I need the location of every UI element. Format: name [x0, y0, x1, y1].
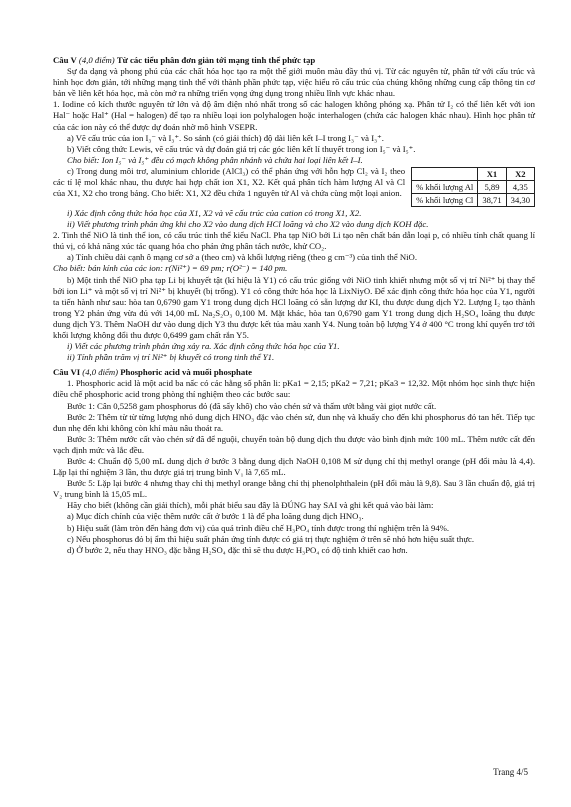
- question-5-part-1: 1. Iodine có kích thước nguyên tử lớn và độ âm điện nhỏ nhất trong số các halogen không phóng xạ. Phân tử I₂ có thể liên kết với ion Hal⁻ hoặc Hal⁺ (Hal = halogen) để tạo ra nhiều loại ion polyhalogen hoặc interhalogen (chứa các halogen khác nhau). Hình học phân tử của các ion này có thể được dự đoán nhờ mô hình VSEPR.: [53, 99, 535, 132]
- table-cell: 5,89: [478, 180, 506, 193]
- question-5-part-2b-i: i) Viết các phương trình phản ứng xảy ra. Xác định công thức hóa học của Y1.: [67, 341, 340, 352]
- table-row: [412, 193, 535, 206]
- question-5-intro: Sự đa dạng và phong phú của các chất hóa học tạo ra một thế giới muôn màu đầy thú vị. Từ các nguyên tử, phân tử với cấu trúc và hình học đơn giản, tới những mạng tinh thể với thành phần phức tạp, việc hiểu rõ cấu trúc của chúng không những cung cấp thông tin cơ bản về liên kết hóa học, mà còn mở ra những triển vọng ứng dụng trong nhiều lĩnh vực khác nhau.: [53, 66, 535, 99]
- step-3: Bước 3: Thêm nước cất vào chén sứ đã để nguội, chuyển toàn bộ dung dịch thu được vào bình định mức 100 mL. Thêm nước cất đến vạch định mức và lắc đều.: [53, 433, 535, 455]
- page-number: Trang 4/5: [493, 767, 528, 777]
- statement-d: d) Ở bước 2, nếu thay HNO₃ đặc bằng H₂SO₄ đặc thì sẽ thu được H₃PO₄ có độ tinh khiết cao hơn.: [67, 544, 408, 555]
- question-5-title: Câu V: [53, 55, 77, 65]
- question-5-part-1b: b) Viết công thức Lewis, vẽ cấu trúc và dự đoán giá trị các góc liên kết lí thuyết trong ion I₅⁻ và I₅⁺.: [67, 143, 416, 154]
- question-5-part-2b: b) Một tinh thể NiO pha tạp Li bị khuyết tật (kí hiệu là Y1) có cấu trúc giống với NiO tinh khiết nhưng một số vị trí Ni²⁺ bị thay thế bởi ion Li⁺ và một số vị trí Ni²⁺ bị khuyết (bị trống). Y1 có công thức hóa học là LixNiyO. Để xác định công thức hóa học của Y1, người ta tiến hành như sau: hòa tan 0,6790 gam Y1 trong dung dịch HCl loãng có sẵn lượng dư KI, thu được dung dịch Y2. Lượng I₂ tạo thành trong Y2 phản ứng vừa đủ với 14,00 mL Na₂S₂O₃ 0,100 M. Mặt khác, hòa tan 0,6790 gam Y1 trong dung dịch H₂SO₄ loãng thu được dung dịch Y3. Thêm NaOH dư vào dung dịch Y3 thu được kết tủa màu xanh Y4. Nung toàn bộ lượng Y4 ở 400 °C trong khí quyển trơ tới khối lượng không đổi thu được 0,6499 gam chất rắn Y5.: [53, 274, 535, 340]
- table-header-row: [412, 167, 535, 180]
- question-5-points: (4,0 điểm): [78, 55, 115, 65]
- question-5-part-1c-ii: ii) Viết phương trình phản ứng khi cho X2 vào dung dịch HCl loãng và cho X2 vào dung dịch KOH đặc.: [67, 219, 429, 230]
- step-5: Bước 5: Lặp lại bước 4 nhưng thay chỉ thị methyl orange bằng chỉ thị phenolphthalein (pH đổi màu là 9,8). Sau 3 lần chuẩn độ, giá trị V₂ trung bình là 15,05 mL.: [53, 478, 535, 500]
- table-header-cell: X2: [506, 167, 534, 180]
- composition-table: [411, 167, 535, 207]
- statement-a: a) Mục đích chính của việc thêm nước cất ở bước 1 là để pha loãng dung dịch HNO₃.: [67, 511, 364, 522]
- table-cell: 38,71: [478, 193, 506, 206]
- question-6-instruction: Hãy cho biết (không cần giải thích), mỗi phát biểu sau đây là ĐÚNG hay SAI và ghi kết quả vào bài làm:: [67, 500, 434, 511]
- step-2: Bước 2: Thêm từ từ từng lượng nhỏ dung dịch HNO₃ đặc vào chén sứ, đun nhẹ và khuấy cho đến khi phosphorus đỏ tan hết. Tiếp tục đun nhẹ đến khi không còn khí màu nâu thoát ra.: [53, 411, 535, 433]
- question-6-header: [53, 367, 535, 378]
- table-cell: 4,35: [506, 180, 534, 193]
- table-header-cell: [412, 167, 478, 180]
- question-5-part-1c: c) Trong dung môi trơ, aluminium chloride (AlCl₃) có thể phản ứng với hỗn hợp Cl₂ và I₂ theo các tỉ lệ mol khác nhau, thu được hai hợp chất ion X1, X2. Kết quả phân tích hàm lượng Al và Cl của X1, X2 cho trong bảng. Cho biết: X1, X2 đều chứa 1 nguyên tử Al và chứa cùng một loại anion.: [53, 165, 406, 199]
- question-6-heading: Phosphoric acid và muối phosphate: [120, 367, 252, 378]
- question-5-header: [53, 55, 535, 66]
- table-cell: % khối lượng Cl: [412, 193, 478, 206]
- question-5-part-2-note: Cho biết: bán kính của các ion: r(Ni²⁺) = 69 pm; r(O²⁻) = 140 pm.: [53, 263, 288, 274]
- statement-b: b) Hiệu suất (làm tròn đến hàng đơn vị) của quá trình điều chế H₃PO₄ tính được trong thí nghiệm trên là 94%.: [67, 522, 450, 533]
- table-cell: 34,30: [506, 193, 534, 206]
- composition-table-wrap: [411, 167, 535, 207]
- question-6-title: Câu VI: [53, 367, 81, 378]
- page-content: [53, 55, 535, 556]
- table-header-cell: X1: [478, 167, 506, 180]
- step-1: Bước 1: Cân 0,5258 gam phosphorus đỏ (đã sấy khô) cho vào chén sứ và thấm ướt bằng vài giọt nước cất.: [67, 400, 437, 411]
- step-4: Bước 4: Chuẩn độ 5,00 mL dung dịch ở bước 3 bằng dung dịch NaOH 0,108 M sử dụng chỉ thị methyl orange (pH đổi màu là 4,4). Lặp lại thí nghiệm 3 lần, thu được giá trị trung bình V₁ là 7,65 mL.: [53, 456, 535, 478]
- table-cell: % khối lượng Al: [412, 180, 478, 193]
- question-6-part-1: 1. Phosphoric acid là một acid ba nấc có các hằng số phân li: pKa1 = 2,15; pKa2 = 7,21; pKa3 = 12,32. Một nhóm học sinh thực hiện điều chế phosphoric acid trong phòng thí nghiệm theo các bước sau:: [53, 378, 535, 400]
- table-row: [412, 180, 535, 193]
- question-5-part-2b-ii: ii) Tính phần trăm vị trí Ni²⁺ bị khuyết có trong tinh thể Y1.: [67, 352, 275, 363]
- question-5-part-1a: a) Vẽ cấu trúc của ion I₃⁻ và I₃⁺. So sánh (có giải thích) độ dài liên kết I–I trong I₃⁻ và I₃⁺.: [67, 132, 384, 143]
- question-5-part-1c-i: i) Xác định công thức hóa học của X1, X2 và vẽ cấu trúc của cation có trong X1, X2.: [67, 207, 362, 218]
- question-5-part-2: 2. Tinh thể NiO là tinh thể ion, có cấu trúc tinh thể kiểu NaCl. Pha tạp NiO bởi Li tạo nên chất bán dẫn loại p, có nhiều tính chất quang lí thú vị, có khả năng xúc tác quang hóa cho phản ứng phân tách nước, khử CO₂.: [53, 230, 535, 252]
- question-5-part-2a: a) Tính chiều dài cạnh ô mạng cơ sở a (theo cm) và khối lượng riêng (theo g cm⁻³) của tinh thể NiO.: [67, 252, 417, 263]
- question-6-points: (4,0 điểm): [82, 367, 119, 378]
- question-5-heading: Từ các tiểu phân đơn giản tới mạng tinh thể phức tạp: [116, 55, 316, 65]
- question-5-part-1-note: Cho biết: Ion I₅⁻ và I₅⁺ đều có mạch không phân nhánh và chứa hai loại liên kết I–I.: [67, 154, 363, 165]
- statement-c: c) Nếu phosphorus đỏ bị ẩm thì hiệu suất phản ứng tính được có giá trị thực nghiệm ở trên sẽ nhỏ hơn hiệu suất thực.: [67, 533, 475, 544]
